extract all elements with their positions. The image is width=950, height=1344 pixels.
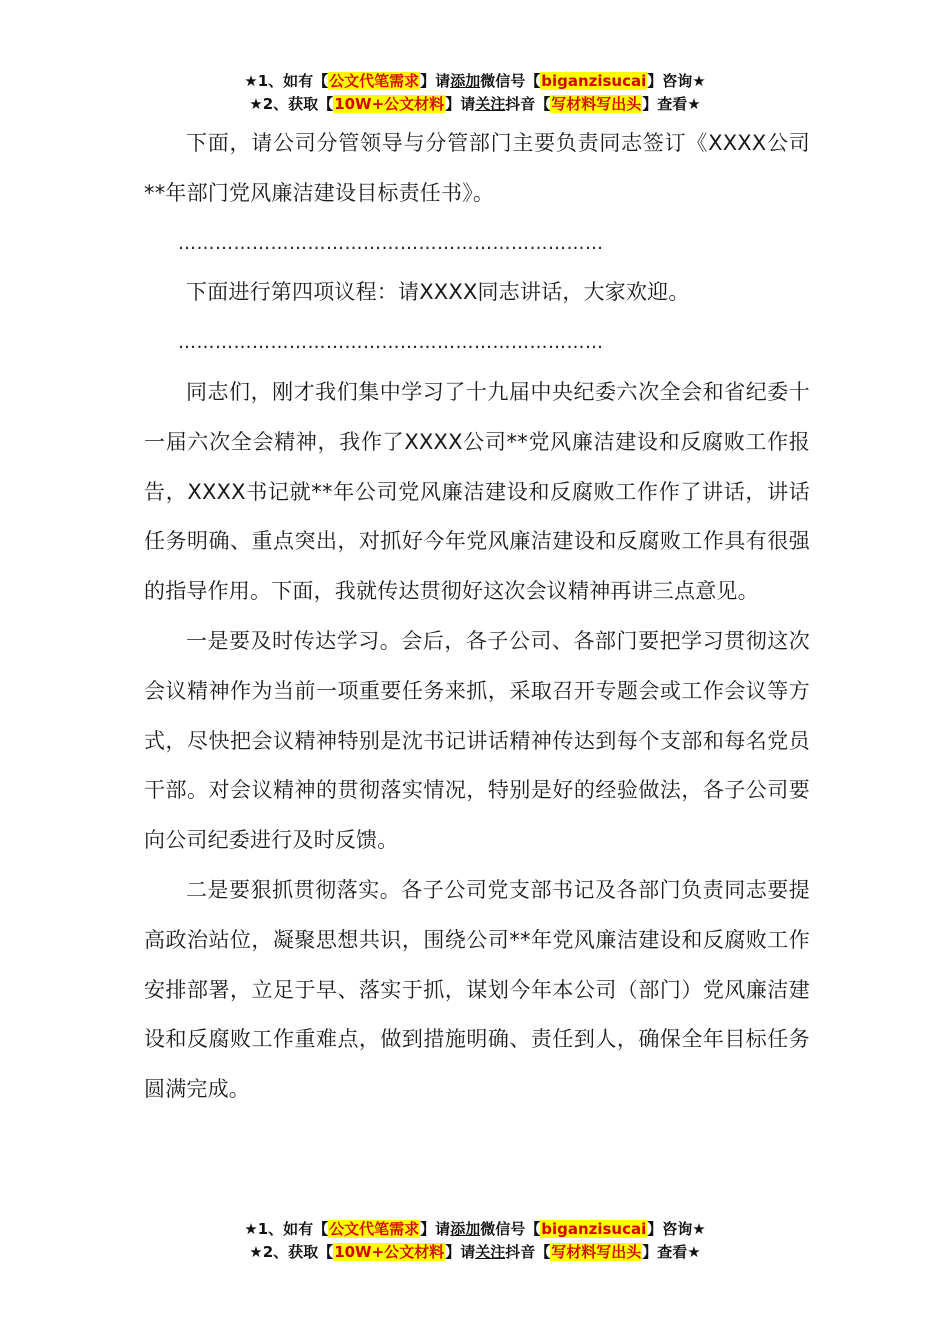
highlight-wechat-id: biganzisucai <box>541 72 647 90</box>
ellipsis-separator: …………………………………………………………… <box>178 232 604 254</box>
highlight-douyin-account: 写材料写出头 <box>551 95 642 113</box>
highlight-douyin-account: 写材料写出头 <box>551 1243 642 1261</box>
paragraph-point-two: 二是要狠抓贯彻落实。各子公司党支部书记及各部门负责同志要提高政治站位，凝聚思想共识，围绕公司**年党风廉洁建设和反腐败工作安排部署，立足于早、落实于抓，谋划今年本公司（部门）党风廉洁建设和反腐败工作重难点，做到措施明确、责任到人，确保全年目标任务圆满完成。 <box>144 877 810 1102</box>
banner-line-1: ★1、如有【公文代笔需求】请添加微信号【biganzisucai】咨询★ <box>244 1220 706 1238</box>
highlight-wechat-id: biganzisucai <box>541 1220 647 1238</box>
paragraph-signing: 下面，请公司分管领导与分管部门主要负责同志签订《XXXX公司**年部门党风廉洁建设目标责任书》。 <box>144 131 810 205</box>
highlight-ghostwriting: 公文代笔需求 <box>329 1220 420 1238</box>
paragraph-agenda-four: 下面进行第四项议程：请XXXX同志讲话，大家欢迎。 <box>186 280 690 305</box>
footer-banner <box>0 1218 950 1264</box>
banner-line-2: ★2、获取【10W+公文材料】请关注抖音【写材料写出头】查看★ <box>249 95 701 113</box>
paragraph-point-one: 一是要及时传达学习。会后，各子公司、各部门要把学习贯彻这次会议精神作为当前一项重要任务来抓，采取召开专题会或工作会议等方式，尽快把会议精神特别是沈书记讲话精神传达到每个支部和每名党员干部。对会议精神的贯彻落实情况，特别是好的经验做法，各子公司要向公司纪委进行及时反馈。 <box>144 628 810 853</box>
document-body <box>144 119 810 1115</box>
highlight-ghostwriting: 公文代笔需求 <box>329 72 420 90</box>
highlight-materials: 10W+公文材料 <box>334 1243 445 1261</box>
paragraph-speech-intro: 同志们，刚才我们集中学习了十九届中央纪委六次全会和省纪委十一届六次全会精神，我作了XXXX公司**党风廉洁建设和反腐败工作报告，XXXX书记就**年公司党风廉洁建设和反腐败工作作了讲话，讲话任务明确、重点突出，对抓好今年党风廉洁建设和反腐败工作具有很强的指导作用。下面，我就传达贯彻好这次会议精神再讲三点意见。 <box>144 379 810 604</box>
header-banner <box>0 70 950 116</box>
highlight-materials: 10W+公文材料 <box>334 95 445 113</box>
banner-line-1: ★1、如有【公文代笔需求】请添加微信号【biganzisucai】咨询★ <box>244 72 706 90</box>
banner-line-2: ★2、获取【10W+公文材料】请关注抖音【写材料写出头】查看★ <box>249 1243 701 1261</box>
ellipsis-separator: …………………………………………………………… <box>178 332 604 354</box>
